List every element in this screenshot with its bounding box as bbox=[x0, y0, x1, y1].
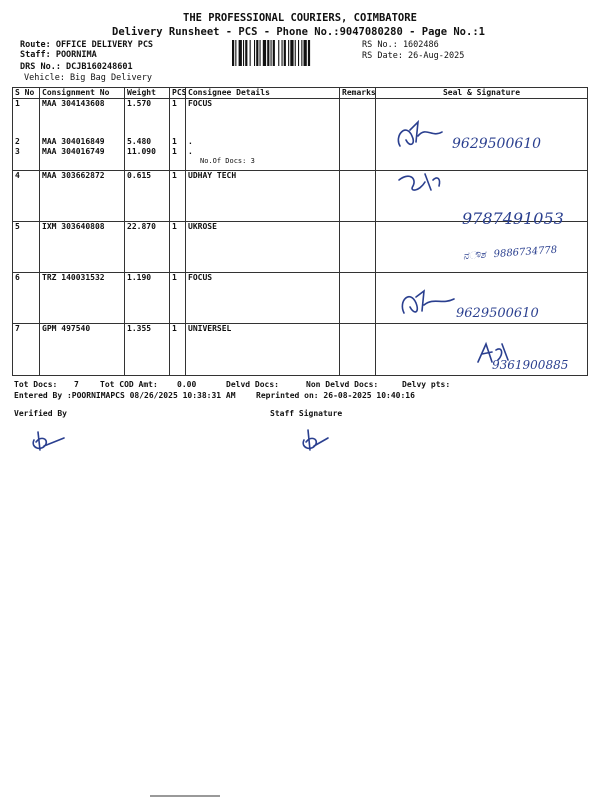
staff-signature-label: Staff Signature bbox=[270, 409, 343, 418]
phone-handwritten-1: 9629500610 bbox=[452, 136, 542, 152]
col-pcs: PCS bbox=[170, 88, 186, 99]
consignee: UKROSE bbox=[186, 222, 340, 273]
runsheet-subtitle: Delivery Runsheet - PCS - Phone No.:9047080280 - Page No.:1 bbox=[112, 26, 485, 38]
sno: 6 bbox=[13, 273, 40, 324]
tot-cod-label: Tot COD Amt: bbox=[100, 380, 158, 389]
weight: 1.190 bbox=[125, 273, 170, 324]
sno: 7 bbox=[13, 324, 40, 376]
col-sno: S No bbox=[13, 88, 40, 99]
company-title: THE PROFESSIONAL COURIERS, COIMBATORE bbox=[183, 12, 417, 24]
no-of-docs: No.Of Docs: 3 bbox=[200, 156, 255, 165]
consignee: . bbox=[186, 137, 340, 147]
scan-mark bbox=[150, 795, 220, 797]
consignment-no: GPM 497540 bbox=[40, 324, 125, 376]
sno: 1 bbox=[13, 99, 40, 137]
weight: 11.090 bbox=[125, 147, 170, 171]
reprinted-on: Reprinted on: 26-08-2025 10:40:16 bbox=[256, 391, 415, 400]
pcs: 1 bbox=[170, 147, 186, 171]
rs-date: RS Date: 26-Aug-2025 bbox=[362, 51, 465, 61]
signature-row6 bbox=[398, 287, 458, 319]
consignee: FOCUS bbox=[186, 99, 340, 137]
pcs: 1 bbox=[170, 222, 186, 273]
col-consignee: Consignee Details bbox=[186, 88, 340, 99]
phone-handwritten-4: 9787491053 bbox=[462, 209, 564, 228]
phone-handwritten-7: 9361900885 bbox=[492, 358, 569, 372]
staff-signature bbox=[298, 426, 332, 454]
remarks bbox=[340, 99, 376, 137]
consignment-no: MAA 303662872 bbox=[40, 171, 125, 222]
tot-docs-value: 7 bbox=[74, 380, 79, 389]
tot-docs-label: Tot Docs: bbox=[14, 380, 58, 389]
vehicle: Vehicle: Big Bag Delivery bbox=[24, 73, 152, 83]
col-weight: Weight bbox=[125, 88, 170, 99]
pcs: 1 bbox=[170, 137, 186, 147]
phone-handwritten-5: 9886734778 bbox=[493, 244, 558, 261]
signature-row1 bbox=[392, 118, 447, 152]
remarks bbox=[340, 137, 376, 147]
consignee-text: . bbox=[188, 146, 193, 156]
weight: 1.355 bbox=[125, 324, 170, 376]
remarks bbox=[340, 171, 376, 222]
rs-number: RS No.: 1602486 bbox=[362, 40, 439, 50]
pcs: 1 bbox=[170, 273, 186, 324]
weight: 1.570 bbox=[125, 99, 170, 137]
col-signature: Seal & Signature bbox=[376, 88, 588, 99]
sno: 2 bbox=[13, 137, 40, 147]
consignment-no: TRZ 140031532 bbox=[40, 273, 125, 324]
signature-row4 bbox=[395, 168, 445, 198]
consignment-no: MAA 304016849 bbox=[40, 137, 125, 147]
consignment-no: MAA 304016749 bbox=[40, 147, 125, 171]
non-delvd-docs: Non Delvd Docs: bbox=[306, 380, 379, 389]
consignment-no: MAA 304143608 bbox=[40, 99, 125, 137]
sno: 4 bbox=[13, 171, 40, 222]
consignee: FOCUS bbox=[186, 273, 340, 324]
consignment-no: IXM 303640808 bbox=[40, 222, 125, 273]
verified-by-label: Verified By bbox=[14, 409, 67, 418]
pcs: 1 bbox=[170, 99, 186, 137]
consignee: UDHAY TECH bbox=[186, 171, 340, 222]
table-header-row bbox=[13, 88, 588, 99]
col-remarks: Remarks bbox=[340, 88, 376, 99]
pcs: 1 bbox=[170, 324, 186, 376]
entered-by: Entered By :POORNIMAPCS 08/26/2025 10:38:31 AM bbox=[14, 391, 236, 400]
remarks bbox=[340, 273, 376, 324]
consignee: UNIVERSEL bbox=[186, 324, 340, 376]
drs-number: DRS No.: DCJB160248601 bbox=[20, 62, 133, 72]
phone-handwritten-6: 9629500610 bbox=[456, 306, 539, 321]
weight: 0.615 bbox=[125, 171, 170, 222]
remarks bbox=[340, 324, 376, 376]
table-row bbox=[13, 99, 588, 137]
table-row bbox=[13, 222, 588, 273]
barcode bbox=[230, 40, 358, 68]
consignee bbox=[186, 147, 340, 171]
col-consignment: Consignment No bbox=[40, 88, 125, 99]
route: Route: OFFICE DELIVERY PCS bbox=[20, 40, 154, 50]
staff: Staff: POORNIMA bbox=[20, 50, 97, 60]
delvy-pts: Delvy pts: bbox=[402, 380, 451, 389]
weight: 5.480 bbox=[125, 137, 170, 147]
verified-signature bbox=[28, 428, 68, 454]
tot-cod-value: 0.00 bbox=[177, 380, 197, 389]
remarks bbox=[340, 147, 376, 171]
pcs: 1 bbox=[170, 171, 186, 222]
remarks bbox=[340, 222, 376, 273]
sno: 5 bbox=[13, 222, 40, 273]
weight: 22.870 bbox=[125, 222, 170, 273]
sno: 3 bbox=[13, 147, 40, 171]
runsheet-table bbox=[12, 87, 588, 376]
delvd-docs: Delvd Docs: bbox=[226, 380, 279, 389]
signature-row5: ನ⁠ೌಶ 9886734778 bbox=[462, 244, 558, 263]
